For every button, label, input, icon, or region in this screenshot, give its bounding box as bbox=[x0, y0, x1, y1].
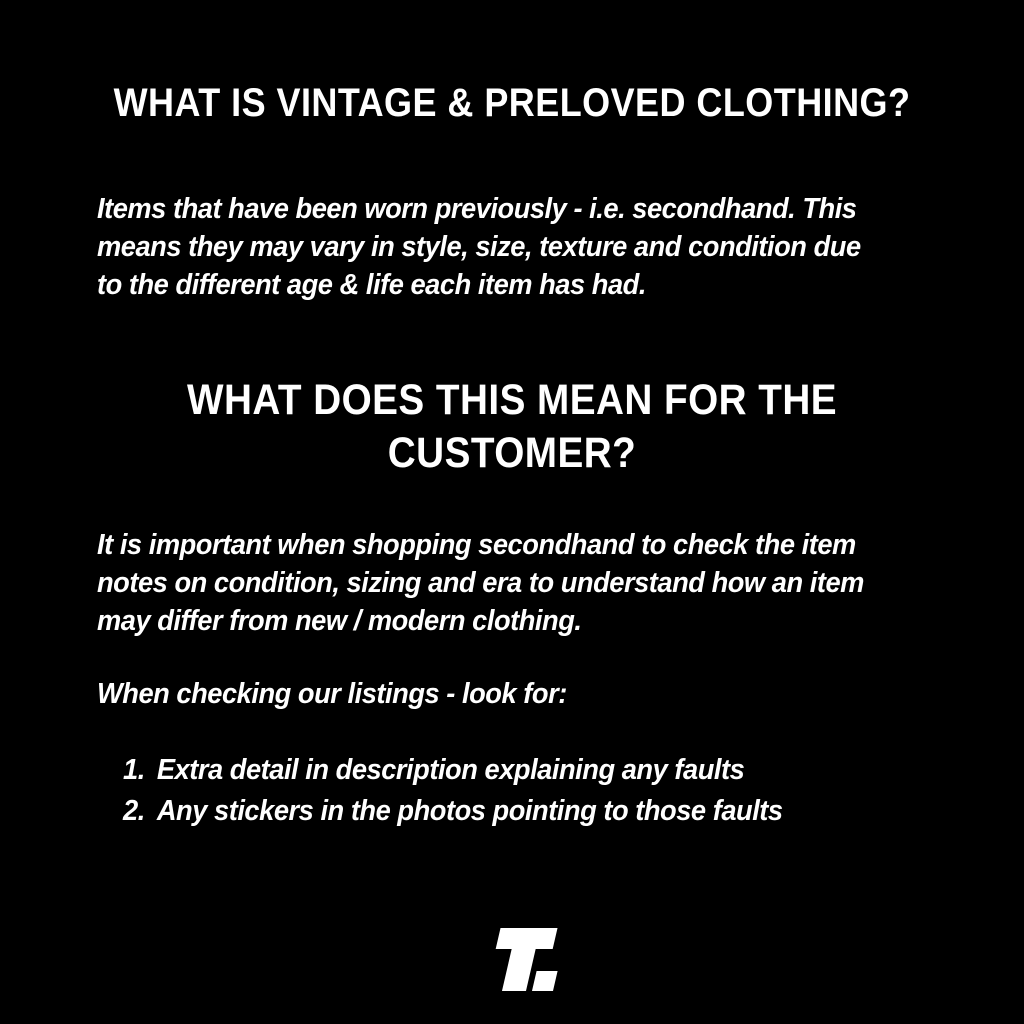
customer-heading bbox=[51, 374, 973, 480]
main-heading: WHAT IS VINTAGE & PRELOVED CLOTHING? bbox=[113, 81, 911, 125]
list-number: 2. bbox=[123, 795, 145, 827]
listings-intro-paragraph bbox=[97, 675, 567, 713]
text-line: means they may vary in style, size, texture and condition due bbox=[97, 231, 861, 263]
text-line: may differ from new / modern clothing. bbox=[97, 605, 582, 637]
list-number: 1. bbox=[123, 754, 145, 786]
text-line: Items that have been worn previously - i.e. secondhand. This bbox=[97, 193, 857, 225]
text-line: When checking our listings - look for: bbox=[97, 678, 567, 710]
brand-logo-t-icon bbox=[472, 928, 564, 996]
intro-paragraph bbox=[97, 190, 861, 304]
text-line: to the different age & life each item has had. bbox=[97, 269, 646, 301]
list-item bbox=[123, 791, 783, 832]
checklist bbox=[123, 750, 783, 832]
list-text: Extra detail in description explaining any faults bbox=[156, 754, 745, 786]
text-line: notes on condition, sizing and era to understand how an item bbox=[97, 567, 864, 599]
heading-line: CUSTOMER? bbox=[387, 429, 637, 477]
heading-line: WHAT DOES THIS MEAN FOR THE bbox=[187, 376, 837, 424]
customer-info-paragraph bbox=[97, 526, 864, 640]
list-item bbox=[123, 750, 783, 791]
list-text: Any stickers in the photos pointing to those faults bbox=[156, 795, 783, 827]
text-line: It is important when shopping secondhand to check the item bbox=[97, 529, 856, 561]
logo-dot bbox=[532, 971, 558, 991]
